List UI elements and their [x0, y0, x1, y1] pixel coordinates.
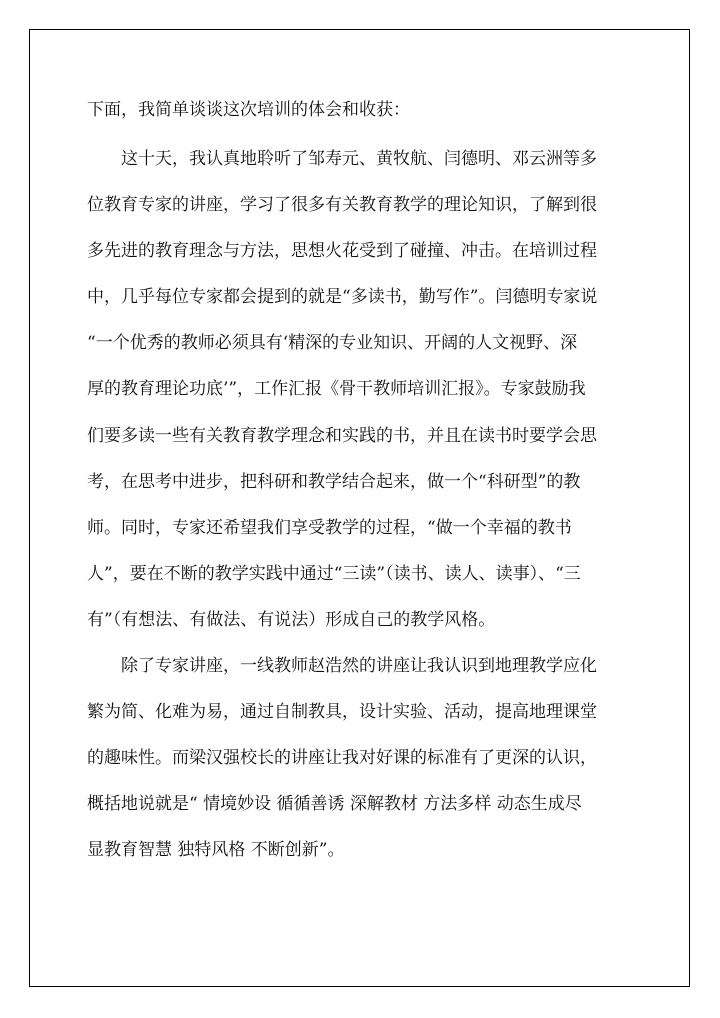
text-line: 们要多读一些有关教育教学理念和实践的书，并且在读书时要学会思 [87, 426, 597, 446]
text-line: 有”（有想法、有做法、有说法）形成自己的教学风格。 [87, 610, 496, 630]
text-line: “一个优秀的教师必须具有‘精深的专业知识、开阔的人文视野、深 [87, 333, 578, 353]
text-line: 位教育专家的讲座，学习了很多有关教育教学的理论知识，了解到很 [87, 195, 597, 215]
text-line: 中，几乎每位专家都会提到的就是“多读书，勤写作”。闫德明专家说 [87, 287, 598, 307]
text-line: 人”，要在不断的教学实践中通过“三读”（读书、读人、读事）、“三 [87, 564, 581, 584]
text-line: 概括地说就是“ 情境妙设 循循善诱 深解教材 方法多样 动态生成尽 [87, 794, 582, 814]
text-line: 的趣味性。而梁汉强校长的讲座让我对好课的标准有了更深的认识， [87, 748, 597, 768]
text-line: 下面，我简单谈谈这次培训的体会和收获： [87, 100, 410, 120]
text-line: 厚的教育理论功底’”，工作汇报《骨干教师培训汇报》。专家鼓励我 [87, 379, 586, 399]
text-line: 除了专家讲座，一线教师赵浩然的讲座让我认识到地理教学应化 [121, 656, 597, 676]
text-line: 显教育智慧 独特风格 不断创新”。 [87, 840, 345, 860]
text-line: 多先进的教育理念与方法，思想火花受到了碰撞、冲击。在培训过程 [87, 241, 597, 261]
text-line: 繁为简、化难为易，通过自制教具，设计实验、活动，提高地理课堂 [87, 702, 597, 722]
text-line: 师。同时，专家还希望我们享受教学的过程，“做一个幸福的教书 [87, 518, 572, 538]
text-line: 考，在思考中进步，把科研和教学结合起来，做一个“科研型”的教 [87, 472, 581, 492]
text-line: 这十天，我认真地聆听了邹寿元、黄牧航、闫德明、邓云洲等多 [121, 149, 597, 169]
